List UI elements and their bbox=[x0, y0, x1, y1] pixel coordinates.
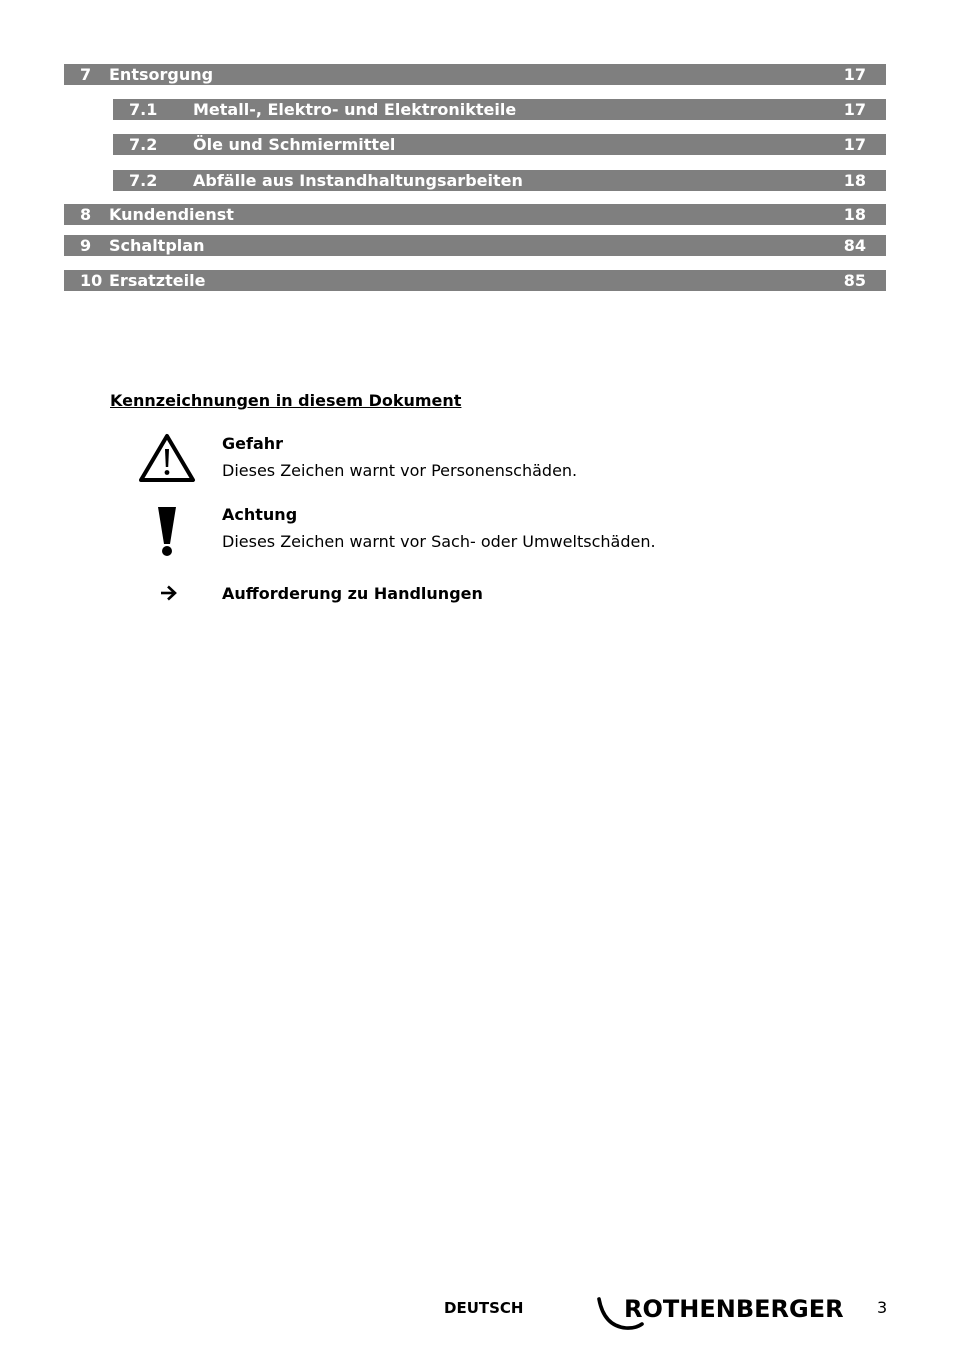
toc-entry-number: 7.2 bbox=[129, 135, 158, 154]
toc-entry-title: Ersatzteile bbox=[109, 271, 206, 290]
toc-entry-9[interactable] bbox=[64, 235, 886, 256]
toc-entry-10[interactable] bbox=[64, 270, 886, 291]
toc-entry-title: Entsorgung bbox=[109, 65, 214, 84]
footer-language: DEUTSCH bbox=[444, 1299, 524, 1317]
toc-entry-7[interactable] bbox=[64, 64, 886, 85]
toc-entry-title: Metall-, Elektro- und Elektronikteile bbox=[193, 100, 517, 119]
toc-entry-number: 8 bbox=[80, 205, 92, 224]
legend-text-danger: Dieses Zeichen warnt vor Personenschäden. bbox=[222, 461, 578, 480]
toc-entry-number: 9 bbox=[80, 236, 92, 255]
toc-entry-7-2-oils[interactable] bbox=[113, 134, 886, 155]
toc-entry-title: Schaltplan bbox=[109, 236, 205, 255]
toc-entry-page: 18 bbox=[843, 205, 866, 224]
toc-entry-8[interactable] bbox=[64, 204, 886, 225]
brand-name: ROTHENBERGER bbox=[624, 1295, 844, 1323]
legend-title-caution: Achtung bbox=[222, 505, 298, 524]
toc-entry-page: 18 bbox=[843, 171, 866, 190]
exclamation-icon bbox=[156, 506, 178, 558]
legend-text-caution: Dieses Zeichen warnt vor Sach- oder Umweltschäden. bbox=[222, 532, 656, 551]
toc-entry-title: Kundendienst bbox=[109, 205, 234, 224]
warning-triangle-icon bbox=[138, 432, 196, 484]
toc-entry-page: 17 bbox=[843, 135, 866, 154]
toc-entry-page: 17 bbox=[843, 100, 866, 119]
toc-entry-7-1[interactable] bbox=[113, 99, 886, 120]
toc-entry-number: 7 bbox=[80, 65, 92, 84]
toc-entry-page: 84 bbox=[843, 236, 866, 255]
toc-entry-number: 10 bbox=[80, 271, 103, 290]
toc-entry-title: Abfälle aus Instandhaltungsarbeiten bbox=[193, 171, 523, 190]
page-number: 3 bbox=[877, 1298, 888, 1317]
legend-title-danger: Gefahr bbox=[222, 434, 284, 453]
toc-entry-7-2-waste[interactable] bbox=[113, 170, 886, 191]
toc-entry-page: 17 bbox=[843, 65, 866, 84]
toc-entry-title: Öle und Schmiermittel bbox=[193, 135, 396, 154]
legend-heading: Kennzeichnungen in diesem Dokument bbox=[110, 391, 462, 410]
arrow-right-icon bbox=[160, 585, 178, 601]
toc-entry-page: 85 bbox=[843, 271, 866, 290]
rothenberger-logo bbox=[596, 1294, 844, 1334]
toc-entry-number: 7.2 bbox=[129, 171, 158, 190]
toc-entry-number: 7.1 bbox=[129, 100, 158, 119]
legend-title-action: Aufforderung zu Handlungen bbox=[222, 584, 483, 603]
